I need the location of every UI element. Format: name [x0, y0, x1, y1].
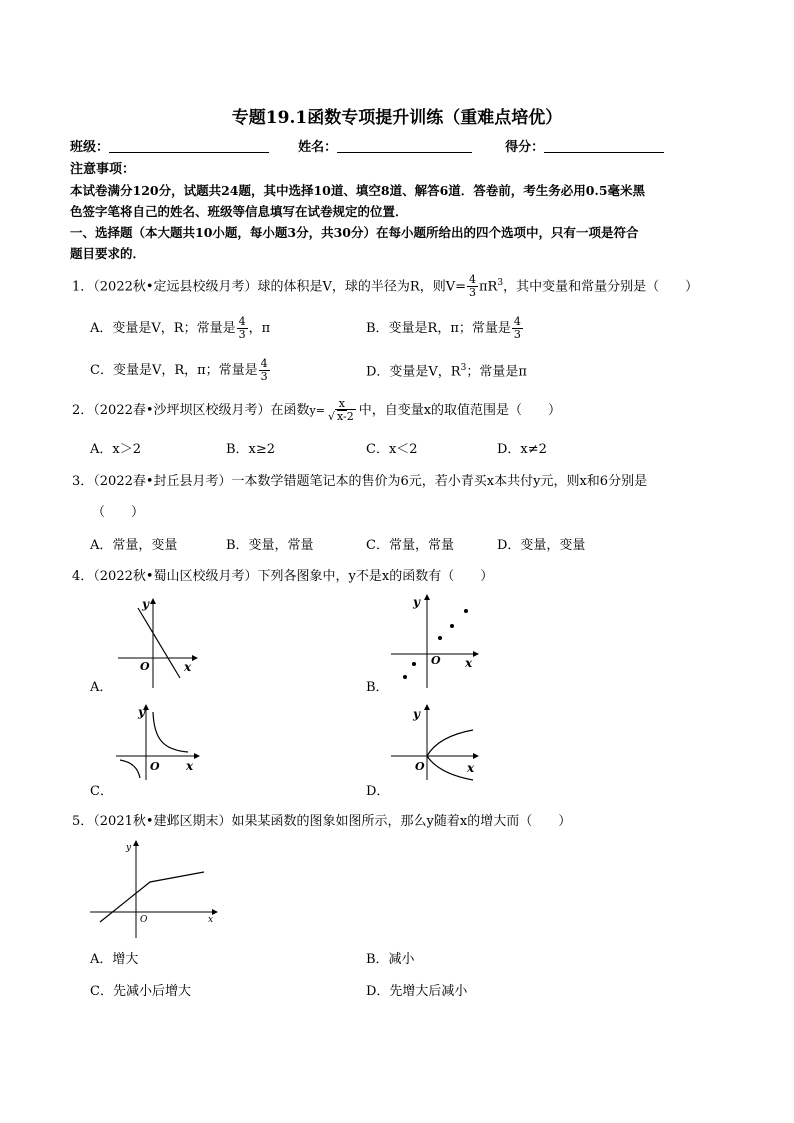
q4-c-axis-y: y: [138, 705, 145, 719]
q4-graph-d: [385, 702, 485, 782]
q4-c-axis-x: x: [186, 759, 194, 773]
q5-option-a[interactable]: A．增大: [90, 952, 139, 967]
q1-option-b-text: B．变量是R，π；常量是: [366, 321, 511, 336]
q4-b-dot-5: [464, 609, 468, 613]
q2-stem: [72, 398, 561, 423]
q5-graph: [88, 838, 222, 940]
q2-stem-pre: 2．（2022春•沙坪坝区校级月考）在函数: [72, 403, 310, 418]
q2-radicand: x-2: [336, 410, 354, 423]
section-heading-line-1: 一、选择题（本大题共10小题，每小题3分，共30分）在每小题所给出的四个选项中，只有一项是符合: [70, 225, 639, 240]
q4-option-c[interactable]: C．: [90, 784, 113, 799]
q3-option-b[interactable]: B．变量，常量: [226, 538, 314, 553]
q5-axis-y: y: [126, 843, 132, 853]
q4-d-axis-y: y: [413, 707, 420, 721]
q4-b-dot-1: [403, 675, 407, 679]
header-fields: [70, 138, 664, 158]
q1-option-c-frac-den: 3: [260, 370, 268, 383]
section-heading-line-2: 题目要求的．: [70, 246, 146, 261]
q1-option-d-text: D．变量是V，R: [366, 364, 461, 380]
q1-fraction: [467, 274, 478, 299]
q4-a-origin: O: [140, 660, 150, 673]
q1-option-a-post: ，π: [248, 321, 271, 336]
notice-line-2: 色签字笔将自己的姓名、班级等信息填写在试卷规定的位置．: [70, 204, 408, 219]
q4-graph-b: [385, 592, 485, 692]
q4-d-axis-x: x: [467, 761, 475, 775]
q4-a-axis-x: x: [184, 660, 192, 674]
q2-stem-post: 中，自变量x的取值范围是（ ）: [358, 403, 562, 418]
name-blank[interactable]: [337, 138, 472, 153]
q4-c-hyperbola-left: [120, 760, 140, 778]
q4-a-axis-y: y: [142, 597, 149, 611]
q5-option-b[interactable]: B．减小: [366, 952, 415, 967]
q1-option-d-sup: 3: [460, 363, 467, 373]
q1-option-c-fraction: [259, 358, 270, 383]
q1-option-b[interactable]: [366, 316, 524, 341]
q5-origin: O: [140, 915, 148, 925]
q4-d-origin: O: [415, 760, 425, 773]
q2-func-y: y=: [309, 404, 325, 417]
score-label: 得分：: [505, 140, 545, 155]
q4-stem: 4．（2022秋•蜀山区校级月考）下列各图象中，y不是x的函数有（ ）: [72, 569, 494, 584]
q1-option-d[interactable]: [366, 358, 527, 382]
q2-option-c[interactable]: C．x＜2: [366, 442, 418, 457]
q2-option-b[interactable]: B．x≥2: [226, 442, 276, 457]
q4-b-dot-3: [438, 636, 442, 640]
q3-stem-line-1: 3．（2022春•封丘县月考）一本数学错题笔记本的售价为6元，若小青买x本共付y元，则x和6分别是: [72, 474, 648, 489]
q1-option-b-frac-num: 4: [513, 315, 521, 328]
q1-option-b-fraction: [512, 316, 523, 341]
q5-option-d[interactable]: D．先增大后减小: [366, 984, 468, 999]
q3-option-a[interactable]: A．常量，变量: [90, 538, 178, 553]
q4-graph-c: [108, 702, 204, 782]
q1-stem-sup: 3: [497, 278, 504, 288]
class-blank[interactable]: [109, 138, 269, 153]
q2-option-d[interactable]: D．x≠2: [497, 442, 547, 457]
q1-option-a-fraction: [237, 316, 248, 341]
q5-stem: 5．（2021秋•建邺区期末）如果某函数的图象如图所示，那么y随着x的增大而（ ）: [72, 814, 572, 829]
q1-stem: [72, 273, 698, 299]
q1-option-c-frac-num: 4: [260, 357, 268, 370]
q1-option-a-frac-num: 4: [238, 315, 246, 328]
notice-heading: 注意事项：: [70, 162, 136, 177]
q1-stem-post: πR: [478, 279, 498, 295]
q2-frac-num: x: [338, 397, 345, 410]
q2-option-a[interactable]: A．x＞2: [90, 442, 141, 457]
q4-option-d[interactable]: D．: [366, 784, 390, 799]
q5-polyline: [100, 872, 204, 922]
q4-b-dot-2: [412, 662, 416, 666]
q4-option-b[interactable]: B．: [366, 680, 389, 695]
q1-option-c[interactable]: [90, 358, 271, 383]
q5-option-c[interactable]: C．先减小后增大: [90, 984, 191, 999]
q4-b-origin: O: [431, 654, 441, 667]
q1-stem-tail: ，其中变量和常量分别是（ ）: [503, 279, 699, 295]
q5-axis-x: x: [208, 915, 214, 925]
class-label: 班级：: [70, 140, 110, 155]
sqrt-sign: √ x-2: [327, 410, 354, 423]
q3-option-d[interactable]: D．变量，变量: [497, 538, 586, 553]
q3-option-c[interactable]: C．常量，常量: [366, 538, 454, 553]
q3-stem-line-2: （ ）: [92, 505, 145, 520]
q1-option-d-post: ；常量是π: [466, 364, 527, 380]
q4-b-dot-4: [450, 624, 454, 628]
q1-frac-num: 4: [468, 273, 476, 287]
q1-option-a-frac-den: 3: [238, 328, 246, 341]
q2-fraction: [326, 398, 358, 423]
q1-option-c-text: C．变量是V，R，π；常量是: [90, 363, 258, 378]
name-label: 姓名：: [298, 140, 338, 155]
q4-b-axis-y: y: [413, 595, 420, 609]
q4-c-origin: O: [150, 760, 160, 773]
q4-option-a[interactable]: A．: [90, 680, 113, 695]
page-title: 专题19.1函数专项提升训练（重难点培优）: [231, 108, 563, 128]
q4-c-hyperbola-right: [153, 712, 188, 752]
notice-line-1: 本试卷满分120分，试题共24题，其中选择10道、填空8道、解答6道．答卷前，考生务必用0.5毫米黑: [70, 183, 646, 198]
q1-frac-den: 3: [468, 286, 476, 300]
q1-option-a-text: A．变量是V，R；常量是: [90, 321, 236, 336]
q4-b-axis-x: x: [465, 656, 473, 670]
q4-graph-a: [108, 596, 200, 692]
q1-stem-pre: 1．（2022秋•定远县校级月考）球的体积是V，球的半径为R，则V=: [72, 279, 466, 295]
score-blank[interactable]: [544, 138, 664, 153]
q1-option-a[interactable]: [90, 316, 270, 341]
q1-option-b-frac-den: 3: [513, 328, 521, 341]
q2-frac-den: [326, 411, 358, 423]
